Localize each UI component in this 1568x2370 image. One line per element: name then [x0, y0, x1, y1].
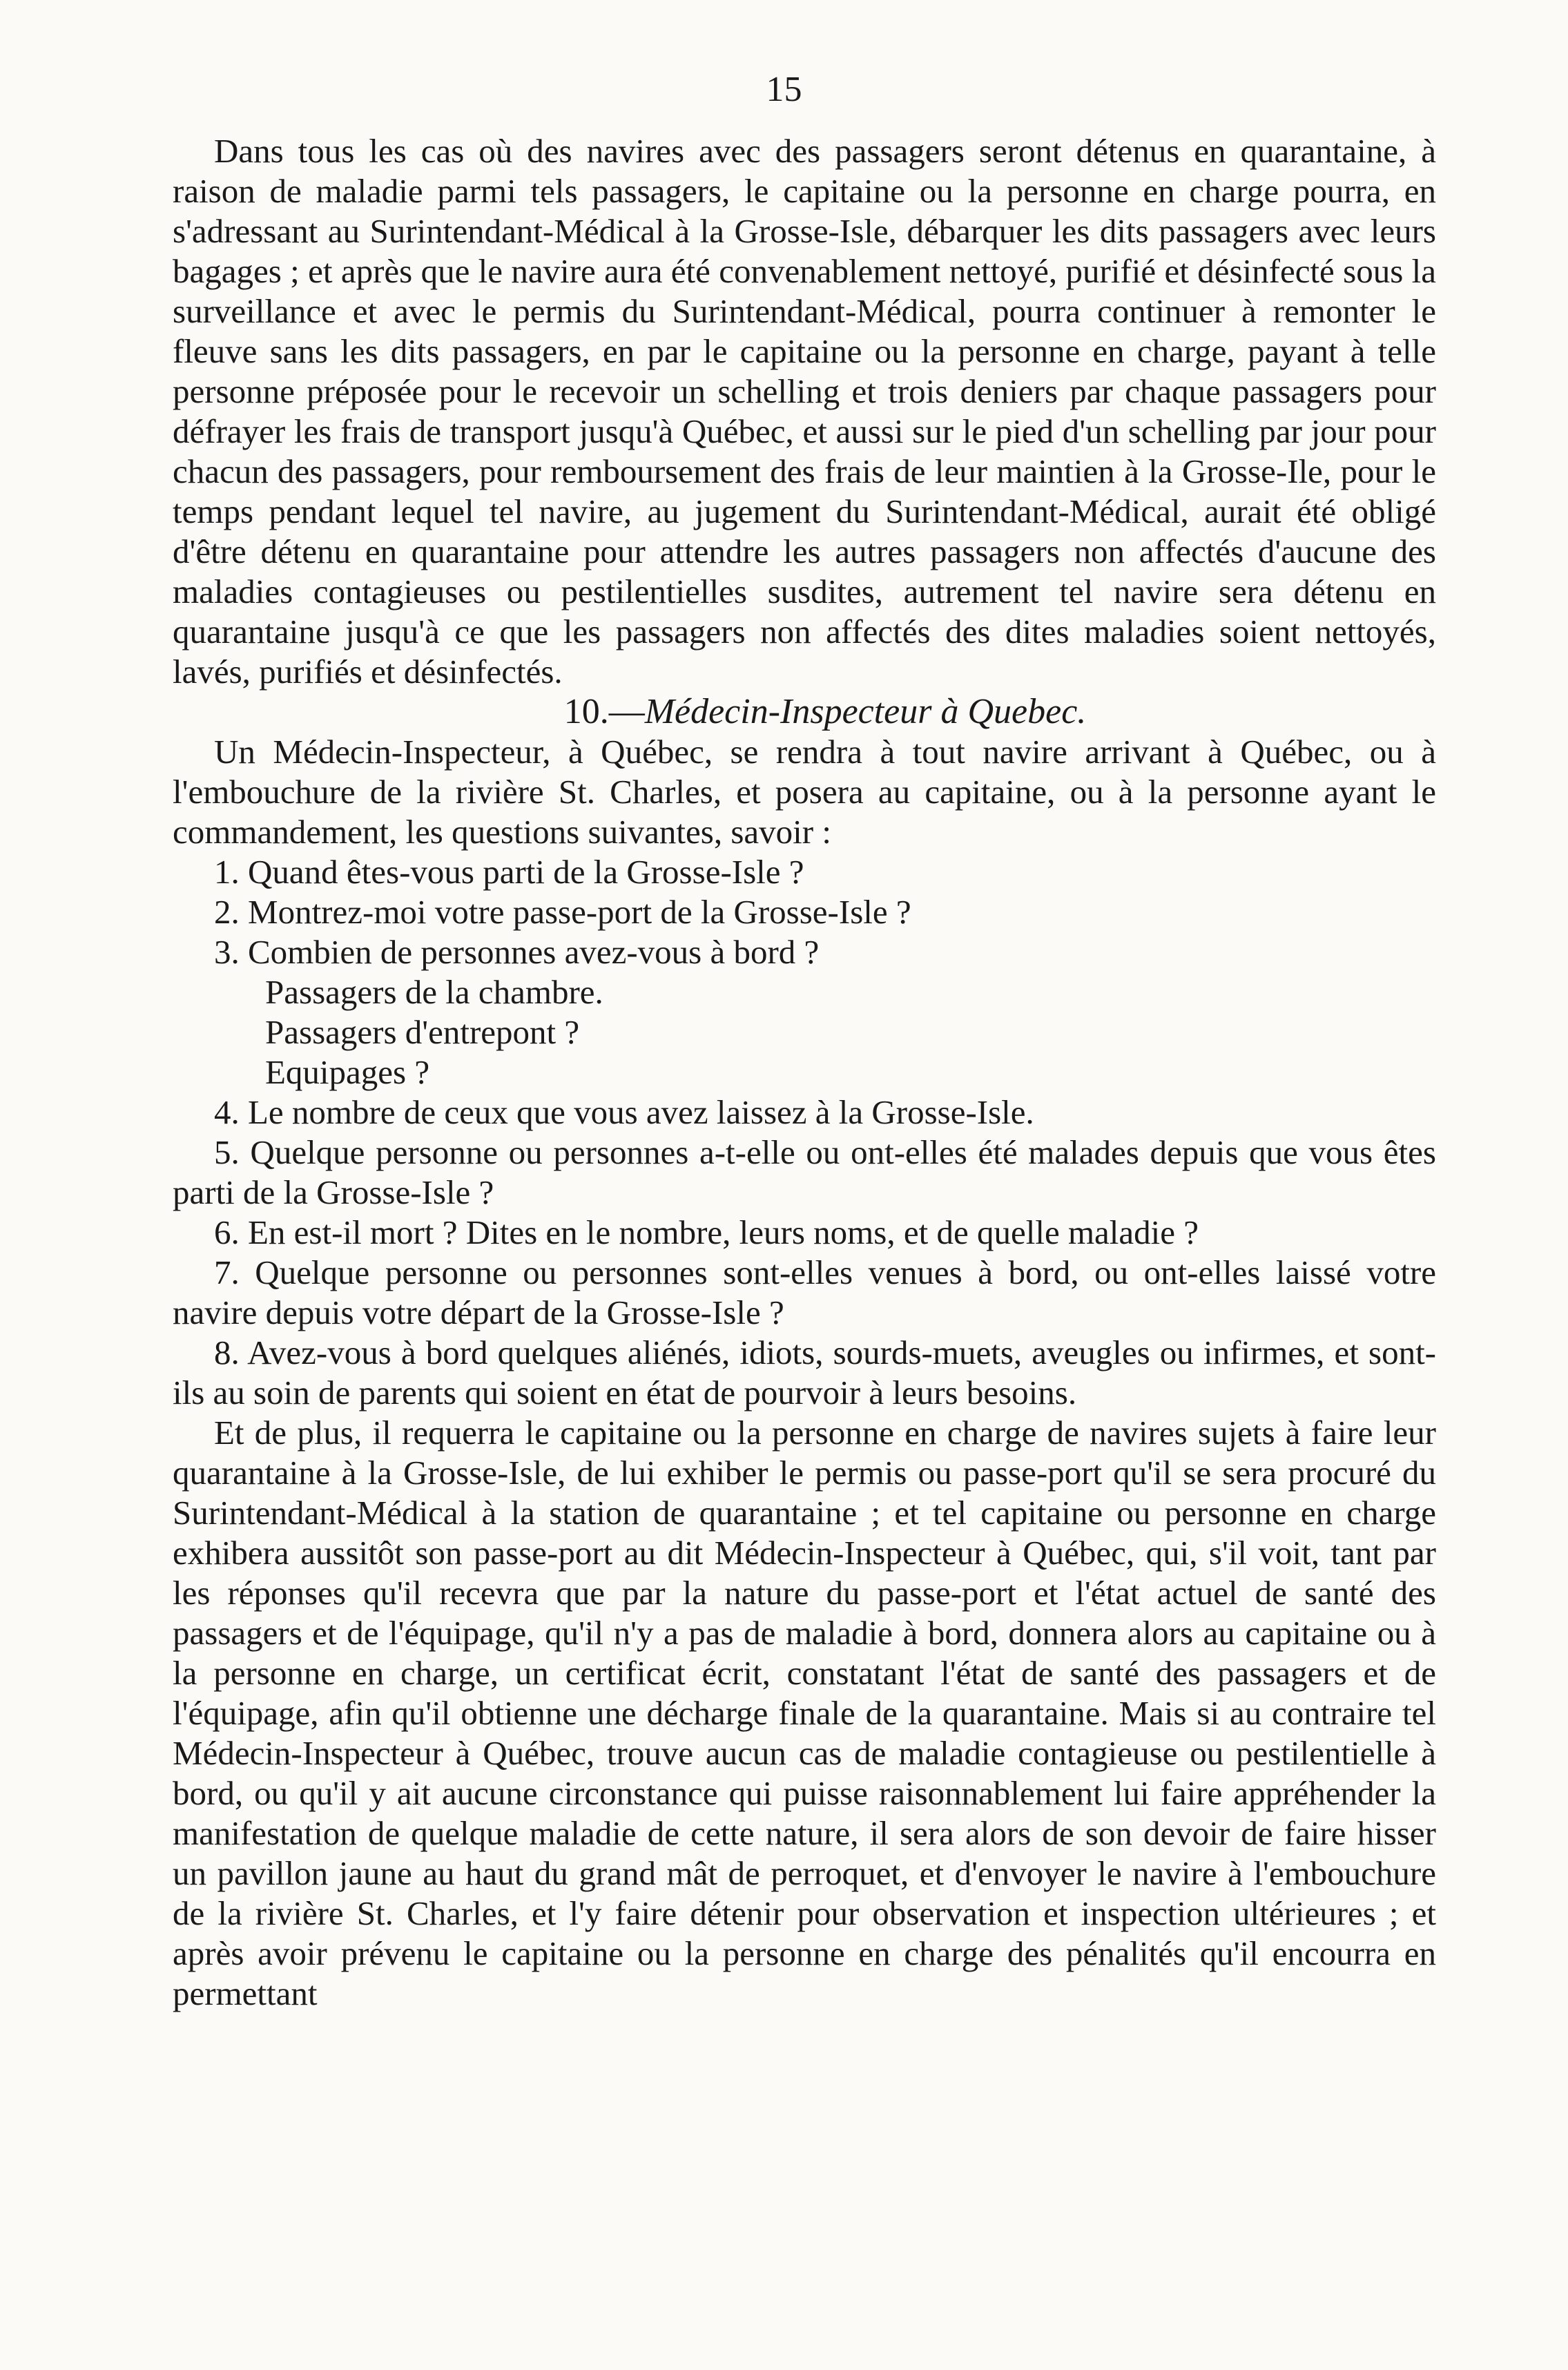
paragraph-quarantine-passengers: Dans tous les cas où des navires avec des passagers seront détenus en quarantaine, à raison de maladie parmi tels passagers, le capitaine ou la personne en charge pourra, en s'adressant au Surintendant-Médical à la Grosse-Isle, débarquer les dits passagers avec leurs bagages ; et après que le navire aura été convenablement nettoyé, purifié et désinfecté sous la surveillance et avec le permis du Surintendant-Médical, pourra continuer à remonter le fleuve sans les dits passagers, en par le capitaine ou la personne en charge, payant à telle personne préposée pour le recevoir un schelling et trois deniers par chaque passagers pour défrayer les frais de transport jusqu'à Québec, et aussi sur le pied d'un schelling par jour pour chacun des passagers, pour remboursement des frais de leur maintien à la Grosse-Ile, pour le temps pendant lequel tel navire, au jugement du Surintendant-Médical, aurait été obligé d'être détenu en quarantaine pour attendre les autres passagers non affectés d'aucune des maladies contagieuses ou pestilentielles susdites, autrement tel navire sera détenu en quarantaine jusqu'à ce que les passagers non affectés des dites maladies soient nettoyés, lavés, purifiés et désinfectés. — [173, 132, 1436, 691]
section-heading — [173, 692, 1436, 732]
question-item: 7. Quelque personne ou personnes sont-elles venues à bord, ou ont-elles laissé votre navire depuis votre départ de la Grosse-Isle ? — [173, 1253, 1436, 1331]
body-text — [173, 131, 1436, 2014]
question-item: 5. Quelque personne ou personnes a-t-elle ou ont-elles été malades depuis que vous êtes parti de la Grosse-Isle ? — [173, 1133, 1436, 1211]
page-number: 15 — [766, 70, 802, 109]
question-item: 1. Quand êtes-vous parti de la Grosse-Isle ? — [214, 853, 804, 891]
paragraph-inspector-intro: Un Médecin-Inspecteur, à Québec, se rendra à tout navire arrivant à Québec, ou à l'embouchure de la rivière St. Charles, et posera au capitaine, ou à la personne ayant le commandement, les questions suivantes, savoir : — [173, 733, 1436, 851]
question-item: 2. Montrez-moi votre passe-port de la Grosse-Isle ? — [214, 893, 911, 931]
section-number: 10.— — [563, 692, 645, 731]
question-item: 4. Le nombre de ceux que vous avez laissez à la Grosse-Isle. — [214, 1093, 1034, 1131]
section-title: Médecin-Inspecteur à Quebec. — [644, 692, 1087, 731]
question-subitem: Passagers de la chambre. — [265, 973, 603, 1011]
question-subitem: Passagers d'entrepont ? — [265, 1013, 580, 1051]
question-item: 8. Avez-vous à bord quelques aliénés, idiots, sourds-muets, aveugles ou infirmes, et sont-ils au soin de parents qui soient en état de pourvoir à leurs besoins. — [173, 1333, 1436, 1412]
question-item: 3. Combien de personnes avez-vous à bord ? — [214, 933, 820, 971]
paragraph-inspector-duties: Et de plus, il requerra le capitaine ou la personne en charge de navires sujets à faire leur quarantaine à la Grosse-Isle, de lui exhiber le permis ou passe-port qu'il se sera procuré du Surintendant-Médical à la station de quarantaine ; et tel capitaine ou personne en charge exhibera aussitôt son passe-port au dit Médecin-Inspecteur à Québec, qui, s'il voit, tant par les réponses qu'il recevra que par la nature du passe-port et l'état actuel de santé des passagers et de l'équipage, qu'il n'y a pas de maladie à bord, donnera alors au capitaine ou à la personne en charge, un certificat écrit, constatant l'état de santé des passagers et de l'équipage, afin qu'il obtienne une décharge finale de la quarantaine. Mais si au contraire tel Médecin-Inspecteur à Québec, trouve aucun cas de maladie contagieuse ou pestilentielle à bord, ou qu'il y ait aucune circonstance qui puisse raisonnablement lui faire appréhender la manifestation de quelque maladie de cette nature, il sera alors de son devoir de faire hisser un pavillon jaune au haut du grand mât de perroquet, et d'envoyer le navire à l'embouchure de la rivière St. Charles, et l'y faire détenir pour observation et inspection ultérieures ; et après avoir prévenu le capitaine ou la personne en charge des pénalités qu'il encourra en permettant — [173, 1414, 1436, 2012]
question-item: 6. En est-il mort ? Dites en le nombre, leurs noms, et de quelle maladie ? — [214, 1213, 1199, 1251]
question-subitem: Equipages ? — [265, 1053, 430, 1091]
